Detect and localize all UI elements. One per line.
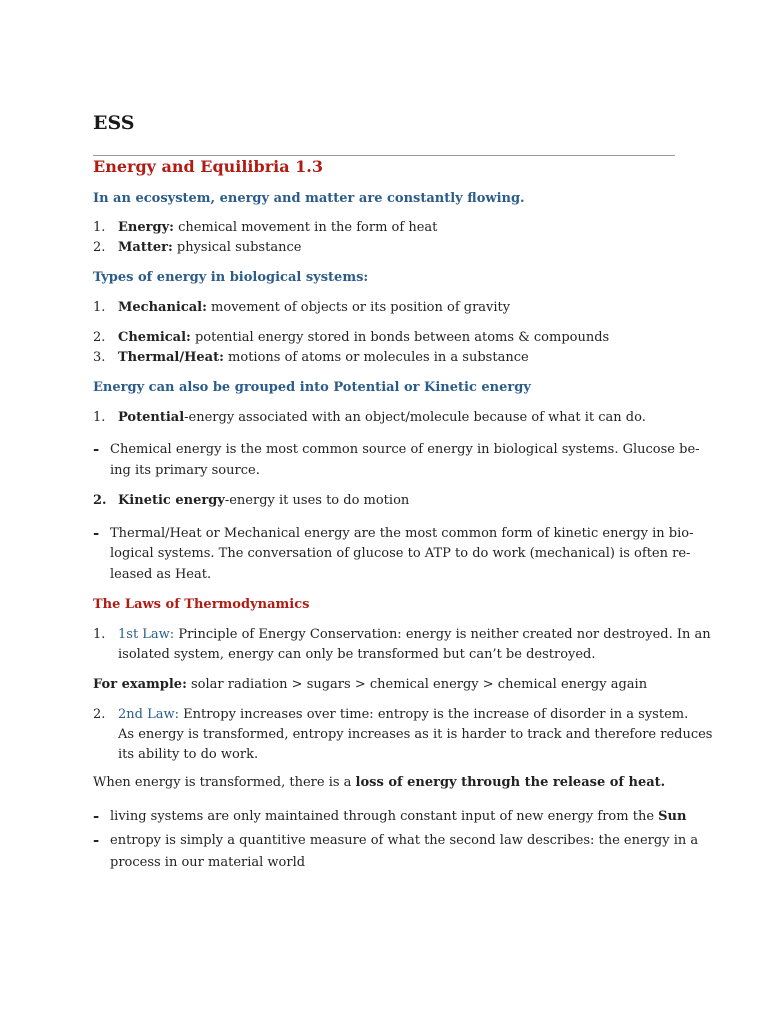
example-line: For example: solar radiation > sugars > chemical energy > chemical energy again bbox=[93, 677, 648, 692]
document-title: ESS bbox=[93, 112, 135, 134]
laws-subheading: The Laws of Thermodynamics bbox=[93, 597, 310, 612]
grouped-subheading: Energy can also be grouped into Potential or Kinetic energy bbox=[93, 380, 531, 395]
section-heading: Energy and Equilibria 1.3 bbox=[93, 157, 323, 176]
intro-subheading: In an ecosystem, energy and matter are constantly flowing. bbox=[93, 191, 525, 206]
transform-line: When energy is transformed, there is a loss of energy through the release of heat. bbox=[93, 775, 666, 790]
title-divider bbox=[93, 155, 675, 156]
types-subheading: Types of energy in biological systems: bbox=[93, 270, 369, 285]
